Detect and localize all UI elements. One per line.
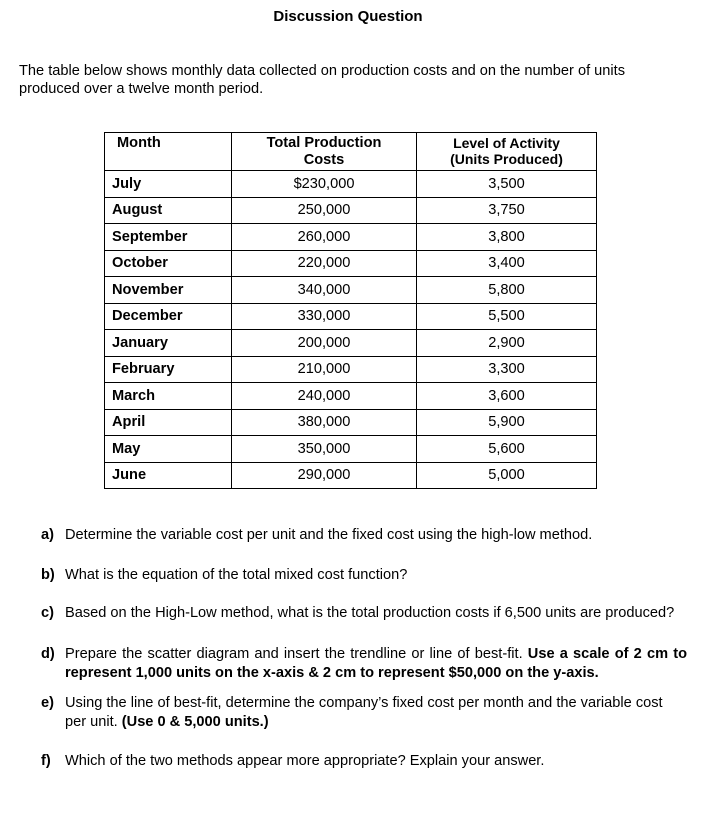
month-cell: May <box>105 436 232 463</box>
cost-cell: 380,000 <box>232 409 417 436</box>
cost-cell: 220,000 <box>232 250 417 277</box>
month-cell: November <box>105 277 232 304</box>
cost-cell: 250,000 <box>232 197 417 224</box>
question-label: a) <box>41 527 54 543</box>
question-label: e) <box>41 694 54 711</box>
units-cell: 3,750 <box>417 197 597 224</box>
table-row <box>105 383 597 410</box>
units-cell: 5,600 <box>417 436 597 463</box>
question-a <box>41 526 687 546</box>
table-row <box>105 250 597 277</box>
question-c <box>41 604 687 624</box>
header-month: Month <box>105 133 232 171</box>
table-row <box>105 224 597 251</box>
units-cell: 3,500 <box>417 171 597 198</box>
question-label: b) <box>41 566 55 583</box>
question-label: c) <box>41 605 54 621</box>
table-row <box>105 356 597 383</box>
question-label: d) <box>41 645 55 662</box>
cost-cell: 290,000 <box>232 462 417 489</box>
cost-cell: 350,000 <box>232 436 417 463</box>
production-data-table <box>104 132 597 489</box>
header-total-production-costs: Total Production Costs <box>232 133 417 171</box>
question-text: What is the equation of the total mixed cost function? <box>65 566 408 583</box>
month-cell: October <box>105 250 232 277</box>
table-row <box>105 436 597 463</box>
page-title: Discussion Question <box>273 8 423 25</box>
header-level-of-activity: Level of Activity (Units Produced) <box>417 133 597 171</box>
units-cell: 5,800 <box>417 277 597 304</box>
cost-cell: 200,000 <box>232 330 417 357</box>
cost-cell: 330,000 <box>232 303 417 330</box>
question-list <box>41 526 687 771</box>
month-cell: March <box>105 383 232 410</box>
question-text: Using the line of best-fit, determine the company’s fixed cost per month and the variable cost per unit. <box>65 694 663 730</box>
cost-cell: 340,000 <box>232 277 417 304</box>
question-d <box>41 645 687 684</box>
units-cell: 3,300 <box>417 356 597 383</box>
month-cell: September <box>105 224 232 251</box>
table-row <box>105 303 597 330</box>
units-cell: 3,800 <box>417 224 597 251</box>
question-emphasis: Use a scale of 2 cm to represent 1,000 units on the x-axis & 2 cm to represent $50,000 on the y-axis. <box>65 645 687 681</box>
question-f <box>41 752 687 772</box>
units-cell: 5,500 <box>417 303 597 330</box>
month-cell: December <box>105 303 232 330</box>
cost-cell: $230,000 <box>232 171 417 198</box>
month-cell: January <box>105 330 232 357</box>
question-text: Which of the two methods appear more appropriate? Explain your answer. <box>65 752 545 769</box>
units-cell: 2,900 <box>417 330 597 357</box>
units-cell: 5,900 <box>417 409 597 436</box>
units-cell: 5,000 <box>417 462 597 489</box>
question-text: Based on the High-Low method, what is the total production costs if 6,500 units are produced? <box>65 605 675 621</box>
units-cell: 3,400 <box>417 250 597 277</box>
question-text: Determine the variable cost per unit and the fixed cost using the high-low method. <box>65 527 593 543</box>
cost-cell: 260,000 <box>232 224 417 251</box>
table-row <box>105 277 597 304</box>
table-row <box>105 197 597 224</box>
month-cell: June <box>105 462 232 489</box>
month-cell: July <box>105 171 232 198</box>
month-cell: April <box>105 409 232 436</box>
question-b <box>41 566 687 586</box>
month-cell: February <box>105 356 232 383</box>
table-header-row <box>105 133 597 171</box>
question-emphasis: (Use 0 & 5,000 units.) <box>121 714 269 730</box>
table-row <box>105 171 597 198</box>
cost-cell: 240,000 <box>232 383 417 410</box>
table-body <box>105 171 597 489</box>
table-row <box>105 409 597 436</box>
intro-paragraph: The table below shows monthly data collected on production costs and on the number of units produced over a twelve month period. <box>19 63 626 97</box>
question-label: f) <box>41 752 51 769</box>
table-row <box>105 330 597 357</box>
question-e <box>41 694 687 733</box>
question-text: Prepare the scatter diagram and insert the trendline or line of best-fit. <box>65 645 528 662</box>
units-cell: 3,600 <box>417 383 597 410</box>
cost-cell: 210,000 <box>232 356 417 383</box>
table-row <box>105 462 597 489</box>
month-cell: August <box>105 197 232 224</box>
